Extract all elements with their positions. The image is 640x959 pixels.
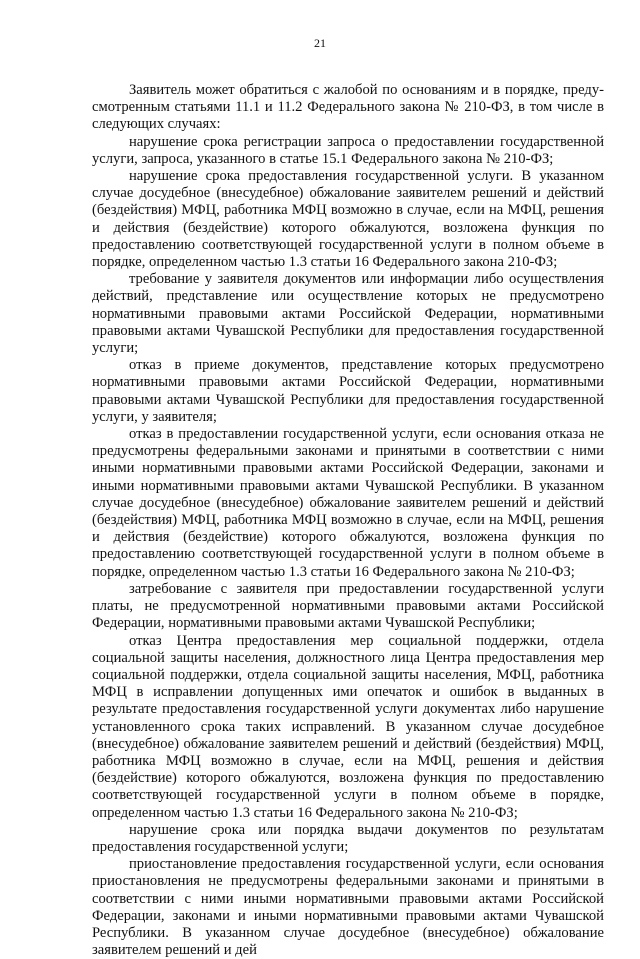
paragraph-issuance-violation: нарушение срока или порядка выдачи документов по результатам предоставления государственной услуги; (92, 821, 604, 855)
paragraph-correction-refusal: отказ Центра предоставления мер социальной поддержки, отдела социальной защиты населения, должностного лица Центра предоставления мер социальной поддержки, отдела социальной защиты населения, МФЦ, работника МФЦ в исправлении допущенных ими опечаток и ошибок в выданных в результате предоставления государственной услуги документах либо нарушение установленного срока таких исправлений. В указанном случае досудебное (внесудебное) обжалование заявителем решений и действий (бездействия) МФЦ, работника МФЦ возможно в случае, если на МФЦ, решения и действия (бездействие) которого обжалуются, возложена функция по предоставлению соответствующей государственной услуги в полном объеме в порядке, определенном частью 1.3 статьи 16 Федерального закона № 210-ФЗ; (92, 632, 604, 821)
paragraph-service-deadline: нарушение срока предоставления государственной услуги. В указанном случае досудебное (внесудебное) обжалование заявителем решений и действий (бездействия) МФЦ, работника МФЦ возможно в случае, если на МФЦ, решения и действия (бездействие) которого обжалуются, возложена функция по предоставлению соответствующей государственной услуги в полном объеме в порядке, определенном частью 1.3 статьи 16 Федерального закона 210-ФЗ; (92, 168, 604, 271)
body-text (92, 82, 604, 959)
paragraph-suspension: приостановление предоставления государственной услуги, если основания приостановления не предусмотрены федеральными законами и принятыми в соответствии с ними иными нормативными правовыми актами Российской Федерации, законами и иными нормативными правовыми актами Чувашской Республики. В указанном случае досудебное (внесудебное) обжалование заявителем решений и дей (92, 856, 604, 959)
paragraph-complaint-intro: Заявитель может обратиться с жалобой по основаниям и в порядке, предусмотренным статьями 11.1 и 11.2 Федерального закона № 210-ФЗ, в том числе в следующих случаях: (92, 82, 604, 133)
paragraph-document-requirement: требование у заявителя документов или информации либо осуществления действий, представление или осуществление которых не предусмотрено нормативными правовыми актами Российской Федерации, нормативными правовыми актами Чувашской Республики для предоставления государственной услуги; (92, 271, 604, 357)
page-number: 21 (314, 36, 326, 50)
paragraph-fee-demand: затребование с заявителя при предоставлении государственной услуги платы, не предусмотренной нормативными правовыми актами Российской Федерации, нормативными правовыми актами Чувашской Республики; (92, 580, 604, 632)
paragraph-acceptance-refusal: отказ в приеме документов, представление которых предусмотрено нормативными правовыми актами Российской Федерации, нормативными правовыми актами Чувашской Республики для предоставления государственной услуги, у заявителя; (92, 357, 604, 425)
paragraph-service-refusal: отказ в предоставлении государственной услуги, если основания отказа не предусмотрены федеральными законами и принятыми в соответствии с ними иными нормативными правовыми актами Российской Федерации, законами и иными нормативными правовыми актами Чувашской Республики. В указанном случае досудебное (внесудебное) обжалование заявителем решений и действий (бездействия) МФЦ, работника МФЦ возможно в случае, если на МФЦ, решения и действия (бездействие) которого обжалуются, возложена функция по предоставлению соответствующей государственной услуги в полном объеме в порядке, определенном частью 1.3 статьи 16 Федерального закона № 210-ФЗ; (92, 426, 604, 580)
paragraph-registration-deadline: нарушение срока регистрации запроса о предоставлении государственной услуги, запроса, указанного в статье 15.1 Федерального закона № 210-ФЗ; (92, 133, 604, 167)
